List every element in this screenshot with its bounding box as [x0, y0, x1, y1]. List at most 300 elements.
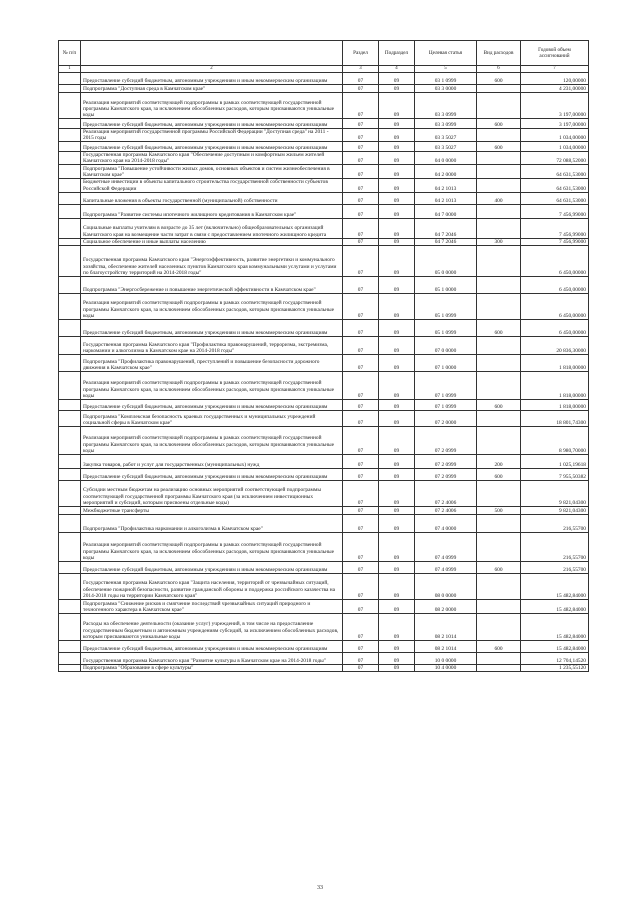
code-cell: 07 — [343, 129, 379, 142]
code-cell: 03 3 0000 — [415, 85, 477, 93]
row-number-cell — [59, 238, 81, 245]
code-cell: 07 — [343, 73, 379, 85]
row-number-cell — [59, 276, 81, 293]
header-cell — [81, 41, 343, 66]
code-cell: 03 1 0999 — [415, 73, 477, 85]
budget-table — [58, 40, 589, 672]
code-cell: 07 — [343, 119, 379, 129]
code-cell — [477, 532, 521, 561]
code-cell: 07 — [343, 165, 379, 179]
row-name-cell: Подпрограмма "Развитие системы ипотечного жилищного кредитования в Камчатском крае" — [81, 204, 343, 218]
code-cell: 09 — [379, 426, 415, 454]
code-cell: 09 — [379, 152, 415, 165]
row-number-cell — [59, 652, 81, 664]
column-number: 2 — [81, 66, 343, 73]
code-cell: 07 1 0999 — [415, 371, 477, 399]
code-cell: 07 — [343, 238, 379, 245]
code-cell: 09 — [379, 218, 415, 238]
amount-cell: 1 818,00000 — [521, 354, 589, 371]
code-cell: 04 2 1013 — [415, 192, 477, 204]
amount-cell: 216,55700 — [521, 561, 589, 573]
amount-cell: 8 980,70000 — [521, 426, 589, 454]
code-cell: 03 3 5027 — [415, 129, 477, 142]
table-row — [59, 399, 589, 410]
code-cell: 09 — [379, 506, 415, 514]
row-name-cell: Расходы на обеспечение деятельности (оказание услуг) учреждений, в том числе на предоставление государственным бюджетным и автономным учреждениям субсидий, за исключением обособленных расходов, которым присваиваются уникальные коды — [81, 613, 343, 640]
code-cell — [477, 599, 521, 613]
code-cell: 04 2 0000 — [415, 165, 477, 179]
header-cell: Раздел — [343, 41, 379, 66]
code-cell: 09 — [379, 354, 415, 371]
code-cell: 07 — [343, 573, 379, 599]
row-name-cell: Подпрограмма "Энергосбережение и повышение энергетической эффективности в Камчатском крае" — [81, 276, 343, 293]
code-cell: 07 — [343, 276, 379, 293]
code-cell: 04 7 2046 — [415, 218, 477, 238]
code-cell: 09 — [379, 336, 415, 354]
table-row — [59, 192, 589, 204]
table-row — [59, 245, 589, 276]
table-row — [59, 336, 589, 354]
amount-cell: 9 821,04300 — [521, 480, 589, 506]
code-cell: 07 4 0000 — [415, 514, 477, 532]
code-cell — [477, 426, 521, 454]
row-name-cell: Предоставление субсидий бюджетным, автономным учреждениям и иным некоммерческим организациям — [81, 561, 343, 573]
table-row — [59, 276, 589, 293]
code-cell: 600 — [477, 73, 521, 85]
header-cell: № п/п — [59, 41, 81, 66]
code-cell: 04 0 0000 — [415, 152, 477, 165]
amount-cell: 15 482,84000 — [521, 573, 589, 599]
code-cell: 07 — [343, 532, 379, 561]
code-cell — [477, 652, 521, 664]
code-cell: 09 — [379, 399, 415, 410]
amount-cell: 1 034,00000 — [521, 129, 589, 142]
code-cell — [477, 371, 521, 399]
header-cell: Вид расходов — [477, 41, 521, 66]
code-cell: 03 3 5027 — [415, 142, 477, 152]
code-cell: 09 — [379, 652, 415, 664]
table-row — [59, 165, 589, 179]
amount-cell: 20 836,30000 — [521, 336, 589, 354]
row-number-cell — [59, 119, 81, 129]
code-cell — [477, 129, 521, 142]
amount-cell: 7 456,99000 — [521, 218, 589, 238]
table-row — [59, 152, 589, 165]
page-number: 33 — [317, 885, 323, 891]
row-name-cell: Реализация мероприятий соответствующей подпрограммы в рамках соответствующей государственной программы Камчатского края, за исключением обособленных расходов, которым присваиваются уникальные коды — [81, 293, 343, 319]
code-cell: 05 1 0000 — [415, 276, 477, 293]
code-cell: 07 — [343, 399, 379, 410]
row-number-cell — [59, 426, 81, 454]
row-number-cell — [59, 319, 81, 336]
row-name-cell: Государственная программа Камчатского края "Обеспечение доступным и комфортным жильем жителей Камчатского края на 2014-2018 годы" — [81, 152, 343, 165]
code-cell: 09 — [379, 179, 415, 192]
code-cell — [477, 165, 521, 179]
table-row — [59, 640, 589, 652]
table-row — [59, 354, 589, 371]
table-row — [59, 179, 589, 192]
table-row — [59, 664, 589, 671]
column-number: 4 — [379, 66, 415, 73]
table-row — [59, 613, 589, 640]
code-cell: 05 0 0000 — [415, 245, 477, 276]
row-number-cell — [59, 599, 81, 613]
code-cell: 05 1 0999 — [415, 319, 477, 336]
amount-cell: 7 456,99000 — [521, 238, 589, 245]
code-cell: 600 — [477, 640, 521, 652]
code-cell: 09 — [379, 119, 415, 129]
code-cell — [477, 85, 521, 93]
code-cell: 07 — [343, 514, 379, 532]
amount-cell: 15 482,84000 — [521, 640, 589, 652]
code-cell: 07 — [343, 640, 379, 652]
row-number-cell — [59, 371, 81, 399]
amount-cell: 64 631,53000 — [521, 192, 589, 204]
row-name-cell: Социальные выплаты учителям в возрасте до 35 лет (включительно) общеобразовательных организаций Камчатского края на возмещение части затрат в связи с предоставлением ипотечного жилищного кредита — [81, 218, 343, 238]
row-name-cell: Подпрограмма "Образование в сфере культуры" — [81, 664, 343, 671]
row-number-cell — [59, 218, 81, 238]
code-cell: 09 — [379, 532, 415, 561]
amount-cell: 1 034,00000 — [521, 142, 589, 152]
code-cell: 05 1 0999 — [415, 293, 477, 319]
code-cell: 600 — [477, 142, 521, 152]
amount-cell: 1 818,00000 — [521, 399, 589, 410]
table-row — [59, 561, 589, 573]
table-row — [59, 426, 589, 454]
code-cell: 600 — [477, 468, 521, 480]
code-cell: 09 — [379, 238, 415, 245]
table-row — [59, 238, 589, 245]
table-row — [59, 93, 589, 119]
table-row — [59, 573, 589, 599]
table-row — [59, 454, 589, 468]
code-cell: 09 — [379, 245, 415, 276]
row-name-cell: Предоставление субсидий бюджетным, автономным учреждениям и иным некоммерческим организациям — [81, 640, 343, 652]
code-cell: 07 — [343, 561, 379, 573]
table-header-row — [59, 41, 589, 66]
row-number-cell — [59, 165, 81, 179]
code-cell: 07 — [343, 652, 379, 664]
row-number-cell — [59, 468, 81, 480]
column-number-row — [59, 66, 589, 73]
row-name-cell: Межбюджетные трансферты — [81, 506, 343, 514]
column-number: 5 — [415, 66, 477, 73]
code-cell: 09 — [379, 142, 415, 152]
code-cell: 07 1 0999 — [415, 399, 477, 410]
code-cell: 600 — [477, 399, 521, 410]
code-cell: 07 2 0999 — [415, 454, 477, 468]
row-name-cell: Подпрограмма "Доступная среда в Камчатском крае" — [81, 85, 343, 93]
header-cell: Годовой объем ассигнований — [521, 41, 589, 66]
code-cell: 10 0 0000 — [415, 652, 477, 664]
row-number-cell — [59, 514, 81, 532]
code-cell: 07 — [343, 179, 379, 192]
code-cell: 09 — [379, 319, 415, 336]
code-cell: 09 — [379, 599, 415, 613]
table-row — [59, 73, 589, 85]
row-number-cell — [59, 152, 81, 165]
code-cell — [477, 613, 521, 640]
code-cell: 07 — [343, 426, 379, 454]
table-row — [59, 293, 589, 319]
code-cell: 08 2 1014 — [415, 613, 477, 640]
row-number-cell — [59, 640, 81, 652]
row-name-cell: Государственная программа Камчатского края "Развитие культуры в Камчатском крае на 2014-2018 годы" — [81, 652, 343, 664]
table-row — [59, 532, 589, 561]
table-row — [59, 652, 589, 664]
amount-cell: 3 197,00000 — [521, 119, 589, 129]
code-cell: 500 — [477, 506, 521, 514]
code-cell: 09 — [379, 129, 415, 142]
row-name-cell: Реализация мероприятий соответствующей подпрограммы в рамках соответствующей государственной программы Камчатского края, за исключением обособленных расходов, которым присваиваются уникальные коды — [81, 532, 343, 561]
code-cell: 07 — [343, 204, 379, 218]
row-number-cell — [59, 192, 81, 204]
column-number: 6 — [477, 66, 521, 73]
amount-cell: 1 025,19618 — [521, 454, 589, 468]
row-name-cell: Подпрограмма "Комплексная безопасность краевых государственных и муниципальных учреждений социальной сферы в Камчатском крае" — [81, 410, 343, 426]
code-cell: 07 2 4006 — [415, 506, 477, 514]
row-number-cell — [59, 73, 81, 85]
table-row — [59, 204, 589, 218]
amount-cell: 120,00000 — [521, 73, 589, 85]
row-number-cell — [59, 506, 81, 514]
code-cell: 07 — [343, 336, 379, 354]
row-name-cell: Бюджетные инвестиции в объекты капитального строительства государственной собственности субъектов Российской Федерации — [81, 179, 343, 192]
row-number-cell — [59, 336, 81, 354]
code-cell: 07 2 0999 — [415, 468, 477, 480]
code-cell: 07 — [343, 613, 379, 640]
row-number-cell — [59, 532, 81, 561]
row-number-cell — [59, 480, 81, 506]
code-cell — [477, 573, 521, 599]
code-cell: 600 — [477, 119, 521, 129]
table-row — [59, 371, 589, 399]
code-cell: 07 — [343, 192, 379, 204]
code-cell — [477, 218, 521, 238]
code-cell: 07 — [343, 664, 379, 671]
row-name-cell: Реализация мероприятий соответствующей подпрограммы в рамках соответствующей государственной программы Камчатского края, за исключением обособленных расходов, которым присваиваются уникальные коды — [81, 93, 343, 119]
row-name-cell: Государственная программа Камчатского края "Энергоэффективность, развитие энергетики и коммунального хозяйства, обеспечение жителей населенных пунктов Камчатского края коммунальными услугами и услугами по благоустройству территорий на 2014-2018 годы" — [81, 245, 343, 276]
code-cell — [477, 245, 521, 276]
amount-cell: 1 818,00000 — [521, 371, 589, 399]
row-number-cell — [59, 399, 81, 410]
row-number-cell — [59, 410, 81, 426]
row-name-cell: Предоставление субсидий бюджетным, автономным учреждениям и иным некоммерческим организациям — [81, 319, 343, 336]
row-name-cell: Реализация мероприятий государственной программы Российской Федерации "Доступная среда" на 2011 - 2015 годы — [81, 129, 343, 142]
row-name-cell: Предоставление субсидий бюджетным, автономным учреждениям и иным некоммерческим организациям — [81, 468, 343, 480]
column-number: 1 — [59, 66, 81, 73]
code-cell: 07 — [343, 480, 379, 506]
code-cell: 300 — [477, 238, 521, 245]
amount-cell: 216,55700 — [521, 514, 589, 532]
code-cell — [477, 354, 521, 371]
table-row — [59, 514, 589, 532]
code-cell — [477, 514, 521, 532]
amount-cell: 64 631,53000 — [521, 165, 589, 179]
code-cell: 07 — [343, 293, 379, 319]
amount-cell: 6 450,00000 — [521, 245, 589, 276]
table-row — [59, 218, 589, 238]
amount-cell: 216,55700 — [521, 532, 589, 561]
code-cell: 08 0 0000 — [415, 573, 477, 599]
code-cell: 08 2 0000 — [415, 599, 477, 613]
code-cell — [477, 293, 521, 319]
amount-cell: 6 450,00000 — [521, 293, 589, 319]
row-number-cell — [59, 573, 81, 599]
table-row — [59, 85, 589, 93]
code-cell: 09 — [379, 640, 415, 652]
column-number: 3 — [343, 66, 379, 73]
row-name-cell: Подпрограмма "Профилактика наркомании и алкоголизма в Камчатском крае" — [81, 514, 343, 532]
code-cell — [477, 480, 521, 506]
code-cell: 07 — [343, 506, 379, 514]
row-name-cell: Капитальные вложения в объекты государственной (муниципальной) собственности — [81, 192, 343, 204]
amount-cell: 64 631,53000 — [521, 179, 589, 192]
code-cell: 09 — [379, 192, 415, 204]
row-number-cell — [59, 179, 81, 192]
row-number-cell — [59, 245, 81, 276]
amount-cell: 6 450,00000 — [521, 276, 589, 293]
code-cell: 09 — [379, 454, 415, 468]
code-cell: 09 — [379, 573, 415, 599]
row-name-cell: Предоставление субсидий бюджетным, автономным учреждениям и иным некоммерческим организациям — [81, 119, 343, 129]
code-cell: 07 — [343, 152, 379, 165]
code-cell — [477, 93, 521, 119]
code-cell: 07 2 0999 — [415, 426, 477, 454]
amount-cell: 6 450,00000 — [521, 319, 589, 336]
code-cell: 07 — [343, 245, 379, 276]
table-row — [59, 480, 589, 506]
code-cell — [477, 204, 521, 218]
amount-cell: 4 231,00000 — [521, 85, 589, 93]
code-cell: 10 4 0000 — [415, 664, 477, 671]
amount-cell: 1 235,55120 — [521, 664, 589, 671]
amount-cell: 72 088,52000 — [521, 152, 589, 165]
code-cell: 03 3 0999 — [415, 93, 477, 119]
row-name-cell: Закупка товаров, работ и услуг для государственных (муниципальных) нужд — [81, 454, 343, 468]
code-cell — [477, 179, 521, 192]
table-row — [59, 599, 589, 613]
code-cell — [477, 410, 521, 426]
code-cell: 07 2 0000 — [415, 410, 477, 426]
code-cell: 09 — [379, 73, 415, 85]
code-cell: 09 — [379, 165, 415, 179]
table-row — [59, 119, 589, 129]
code-cell: 09 — [379, 561, 415, 573]
amount-cell: 9 821,04300 — [521, 506, 589, 514]
header-cell: Подраздел — [379, 41, 415, 66]
code-cell: 09 — [379, 293, 415, 319]
row-name-cell: Подпрограмма "Снижение рисков и смягчение последствий чрезвычайных ситуаций природного и техногенного характера в Камчатском крае" — [81, 599, 343, 613]
table-row — [59, 319, 589, 336]
amount-cell: 15 482,84000 — [521, 599, 589, 613]
column-number: 7 — [521, 66, 589, 73]
code-cell: 04 7 0000 — [415, 204, 477, 218]
code-cell: 400 — [477, 192, 521, 204]
row-name-cell: Предоставление субсидий бюджетным, автономным учреждениям и иным некоммерческим организациям — [81, 142, 343, 152]
code-cell: 200 — [477, 454, 521, 468]
code-cell: 07 — [343, 410, 379, 426]
row-name-cell: Социальное обеспечение и иные выплаты населению — [81, 238, 343, 245]
code-cell: 07 — [343, 354, 379, 371]
row-number-cell — [59, 293, 81, 319]
row-number-cell — [59, 85, 81, 93]
header-cell: Целевая статья — [415, 41, 477, 66]
code-cell: 07 — [343, 218, 379, 238]
row-number-cell — [59, 142, 81, 152]
code-cell: 07 — [343, 142, 379, 152]
code-cell: 08 2 1014 — [415, 640, 477, 652]
row-number-cell — [59, 129, 81, 142]
code-cell: 07 1 0000 — [415, 354, 477, 371]
row-name-cell: Субсидии местным бюджетам на реализацию основных мероприятий соответствующей подпрограммы соответствующей государственной программы Камчатского края (за исключением инвестиционных мероприятий и субсидий, которым присвоены отдельные коды) — [81, 480, 343, 506]
code-cell: 07 2 4006 — [415, 480, 477, 506]
code-cell: 600 — [477, 319, 521, 336]
code-cell: 07 — [343, 85, 379, 93]
code-cell: 07 — [343, 468, 379, 480]
table-row — [59, 410, 589, 426]
code-cell: 07 — [343, 599, 379, 613]
row-name-cell: Государственная программа Камчатского края "Профилактика правонарушений, терроризма, экстремизма, наркомании и алкоголизма в Камчатском крае на 2014-2018 годы" — [81, 336, 343, 354]
table-row — [59, 506, 589, 514]
code-cell: 09 — [379, 410, 415, 426]
amount-cell: 15 482,84000 — [521, 613, 589, 640]
code-cell: 09 — [379, 85, 415, 93]
code-cell — [477, 276, 521, 293]
code-cell: 07 4 0999 — [415, 532, 477, 561]
code-cell: 09 — [379, 514, 415, 532]
code-cell: 07 0 0000 — [415, 336, 477, 354]
code-cell — [477, 664, 521, 671]
row-number-cell — [59, 561, 81, 573]
table-row — [59, 468, 589, 480]
code-cell: 09 — [379, 468, 415, 480]
code-cell: 09 — [379, 480, 415, 506]
code-cell: 03 3 0999 — [415, 119, 477, 129]
row-name-cell: Предоставление субсидий бюджетным, автономным учреждениям и иным некоммерческим организациям — [81, 399, 343, 410]
code-cell: 09 — [379, 664, 415, 671]
row-name-cell: Подпрограмма "Профилактика правонарушений, преступлений и повышение безопасности дорожного движения в Камчатском крае" — [81, 354, 343, 371]
code-cell: 600 — [477, 561, 521, 573]
code-cell — [477, 336, 521, 354]
code-cell: 09 — [379, 371, 415, 399]
code-cell: 07 — [343, 371, 379, 399]
code-cell: 07 — [343, 319, 379, 336]
table-row — [59, 142, 589, 152]
row-number-cell — [59, 613, 81, 640]
code-cell: 04 7 2046 — [415, 238, 477, 245]
row-name-cell: Государственная программа Камчатского края "Защита населения, территорий от чрезвычайных ситуаций, обеспечение пожарной безопасности, развитие гражданской обороны и поддержка российского казачества на 2014-2018 годы на территории Камчатского края" — [81, 573, 343, 599]
amount-cell: 3 197,00000 — [521, 93, 589, 119]
row-number-cell — [59, 93, 81, 119]
amount-cell: 18 801,74300 — [521, 410, 589, 426]
row-number-cell — [59, 204, 81, 218]
code-cell: 09 — [379, 613, 415, 640]
amount-cell: 7 955,50382 — [521, 468, 589, 480]
code-cell: 07 — [343, 454, 379, 468]
code-cell: 09 — [379, 276, 415, 293]
code-cell: 09 — [379, 93, 415, 119]
table-row — [59, 129, 589, 142]
amount-cell: 12 704,14520 — [521, 652, 589, 664]
row-name-cell: Предоставление субсидий бюджетным, автономным учреждениям и иным некоммерческим организациям — [81, 73, 343, 85]
code-cell — [477, 152, 521, 165]
code-cell: 09 — [379, 204, 415, 218]
amount-cell: 7 456,99000 — [521, 204, 589, 218]
code-cell: 04 2 1013 — [415, 179, 477, 192]
row-name-cell: Подпрограмма "Повышение устойчивости жилых домов, основных объектов и систем жизнеобеспечения в Камчатском крае" — [81, 165, 343, 179]
row-name-cell: Реализация мероприятий соответствующей подпрограммы в рамках соответствующей государственной программы Камчатского края, за исключением обособленных расходов, которым присваиваются уникальные коды — [81, 371, 343, 399]
